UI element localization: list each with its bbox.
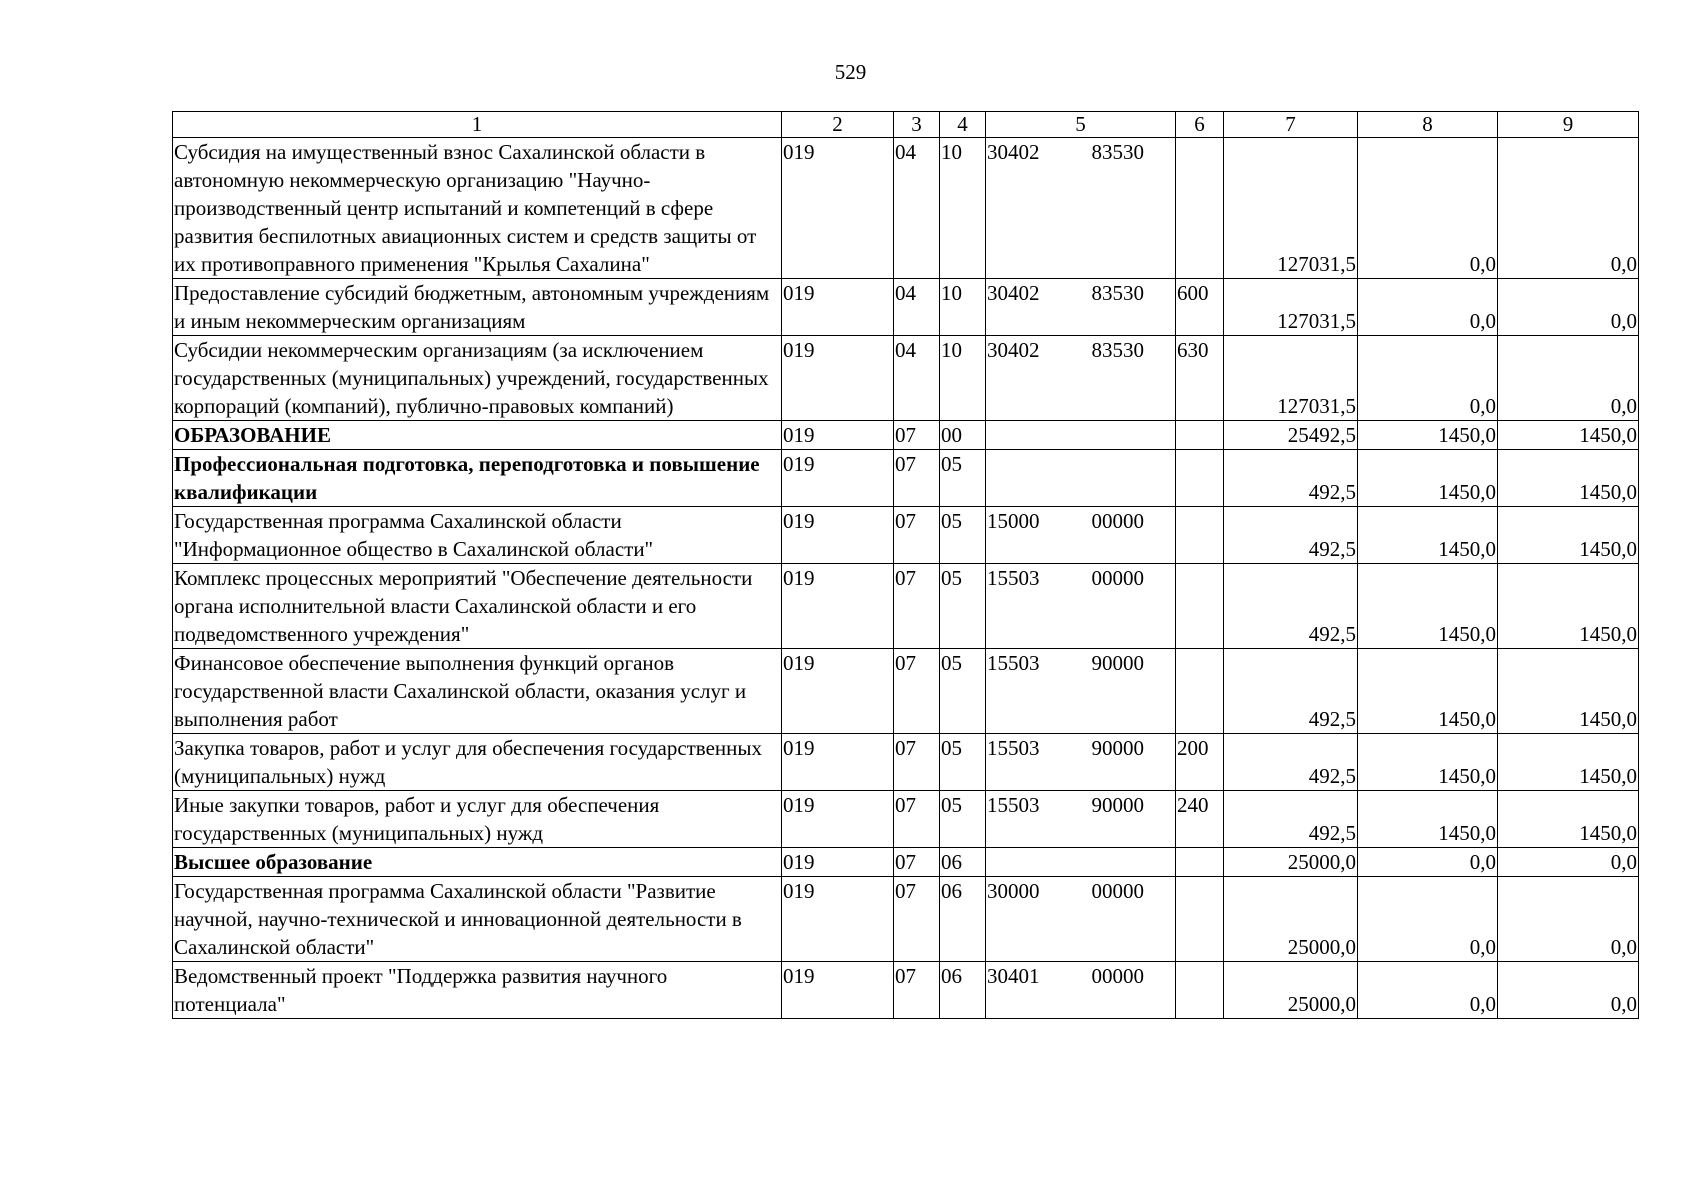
amount-col-8: 1450,0 bbox=[1358, 421, 1498, 450]
target-article-part-2: 00000 bbox=[1091, 566, 1144, 590]
header-col-3: 3 bbox=[894, 112, 940, 138]
admin-code: 019 bbox=[782, 848, 894, 877]
expense-type-code: 600 bbox=[1176, 279, 1224, 336]
target-article-part-1: 30000 bbox=[987, 879, 1040, 903]
subsection-code: 05 bbox=[940, 791, 986, 848]
header-col-4: 4 bbox=[940, 112, 986, 138]
amount-col-7: 25000,0 bbox=[1224, 848, 1358, 877]
amount-col-8: 0,0 bbox=[1358, 848, 1498, 877]
target-article-part-2: 83530 bbox=[1091, 140, 1144, 164]
subsection-code: 06 bbox=[940, 962, 986, 1019]
table-row bbox=[173, 138, 1639, 279]
subsection-code: 05 bbox=[940, 450, 986, 507]
amount-col-8: 0,0 bbox=[1358, 138, 1498, 279]
target-article-cell bbox=[986, 962, 1176, 1019]
target-article-part-1: 15503 bbox=[987, 566, 1040, 590]
expense-type-code bbox=[1176, 564, 1224, 649]
expense-type-code: 200 bbox=[1176, 734, 1224, 791]
row-name: Закупка товаров, работ и услуг для обеспечения государственных (муниципальных) нужд bbox=[173, 734, 782, 791]
row-name: Государственная программа Сахалинской области "Информационное общество в Сахалинской области" bbox=[173, 507, 782, 564]
expense-type-code bbox=[1176, 962, 1224, 1019]
amount-col-9: 1450,0 bbox=[1498, 507, 1639, 564]
table-row bbox=[173, 962, 1639, 1019]
admin-code: 019 bbox=[782, 450, 894, 507]
amount-col-7: 25000,0 bbox=[1224, 877, 1358, 962]
subsection-code: 05 bbox=[940, 507, 986, 564]
admin-code: 019 bbox=[782, 649, 894, 734]
table-row bbox=[173, 336, 1639, 421]
table-row bbox=[173, 649, 1639, 734]
amount-col-9: 0,0 bbox=[1498, 279, 1639, 336]
table-body bbox=[173, 112, 1639, 1019]
target-article-code bbox=[987, 507, 1174, 535]
target-article-cell bbox=[986, 791, 1176, 848]
target-article-code bbox=[987, 877, 1174, 905]
target-article-cell bbox=[986, 649, 1176, 734]
row-name: Высшее образование bbox=[173, 848, 782, 877]
admin-code: 019 bbox=[782, 791, 894, 848]
amount-col-7: 492,5 bbox=[1224, 564, 1358, 649]
table-row bbox=[173, 848, 1639, 877]
admin-code: 019 bbox=[782, 734, 894, 791]
row-name: ОБРАЗОВАНИЕ bbox=[173, 421, 782, 450]
header-row bbox=[173, 112, 1639, 138]
target-article-code bbox=[987, 564, 1174, 592]
table-row bbox=[173, 791, 1639, 848]
target-article-part-2: 83530 bbox=[1091, 338, 1144, 362]
amount-col-9: 0,0 bbox=[1498, 877, 1639, 962]
row-name: Государственная программа Сахалинской области "Развитие научной, научно-технической и инновационной деятельности в Сахалинской области" bbox=[173, 877, 782, 962]
amount-col-7: 492,5 bbox=[1224, 649, 1358, 734]
target-article-part-2: 90000 bbox=[1091, 736, 1144, 760]
subsection-code: 05 bbox=[940, 564, 986, 649]
subsection-code: 00 bbox=[940, 421, 986, 450]
target-article-cell bbox=[986, 138, 1176, 279]
amount-col-7: 127031,5 bbox=[1224, 279, 1358, 336]
amount-col-9: 1450,0 bbox=[1498, 421, 1639, 450]
row-name: Субсидии некоммерческим организациям (за исключением государственных (муниципальных) учреждений, государственных корпораций (компаний), публично-правовых компаний) bbox=[173, 336, 782, 421]
section-code: 07 bbox=[894, 649, 940, 734]
target-article-part-1: 15503 bbox=[987, 793, 1040, 817]
section-code: 07 bbox=[894, 564, 940, 649]
target-article-cell bbox=[986, 564, 1176, 649]
budget-table bbox=[172, 111, 1639, 1019]
target-article-part-1: 30401 bbox=[987, 964, 1040, 988]
admin-code: 019 bbox=[782, 279, 894, 336]
admin-code: 019 bbox=[782, 564, 894, 649]
amount-col-7: 492,5 bbox=[1224, 450, 1358, 507]
row-name: Профессиональная подготовка, переподготовка и повышение квалификации bbox=[173, 450, 782, 507]
section-code: 07 bbox=[894, 791, 940, 848]
section-code: 07 bbox=[894, 734, 940, 791]
header-col-5: 5 bbox=[986, 112, 1176, 138]
target-article-cell bbox=[986, 877, 1176, 962]
table-row bbox=[173, 450, 1639, 507]
target-article-cell bbox=[986, 507, 1176, 564]
row-name: Субсидия на имущественный взнос Сахалинской области в автономную некоммерческую организацию "Научно-производственный центр испытаний и компетенций в сфере развития беспилотных авиационных систем и средств защиты от их противоправного применения "Крылья Сахалина" bbox=[173, 138, 782, 279]
amount-col-7: 25492,5 bbox=[1224, 421, 1358, 450]
target-article-code bbox=[987, 791, 1174, 819]
target-article-part-1: 30402 bbox=[987, 338, 1040, 362]
amount-col-9: 1450,0 bbox=[1498, 791, 1639, 848]
amount-col-8: 0,0 bbox=[1358, 877, 1498, 962]
expense-type-code bbox=[1176, 877, 1224, 962]
expense-type-code: 630 bbox=[1176, 336, 1224, 421]
subsection-code: 05 bbox=[940, 734, 986, 791]
table-row bbox=[173, 279, 1639, 336]
target-article-code bbox=[987, 734, 1174, 762]
target-article-part-2: 83530 bbox=[1091, 281, 1144, 305]
row-name: Финансовое обеспечение выполнения функций органов государственной власти Сахалинской области, оказания услуг и выполнения работ bbox=[173, 649, 782, 734]
amount-col-7: 492,5 bbox=[1224, 734, 1358, 791]
amount-col-7: 492,5 bbox=[1224, 791, 1358, 848]
row-name: Комплекс процессных мероприятий "Обеспечение деятельности органа исполнительной власти Сахалинской области и его подведомственного учреждения" bbox=[173, 564, 782, 649]
amount-col-7: 25000,0 bbox=[1224, 962, 1358, 1019]
subsection-code: 06 bbox=[940, 877, 986, 962]
header-col-1: 1 bbox=[173, 112, 782, 138]
section-code: 07 bbox=[894, 421, 940, 450]
amount-col-8: 1450,0 bbox=[1358, 564, 1498, 649]
header-col-6: 6 bbox=[1176, 112, 1224, 138]
target-article-part-2: 00000 bbox=[1091, 509, 1144, 533]
header-col-2: 2 bbox=[782, 112, 894, 138]
table-row bbox=[173, 734, 1639, 791]
expense-type-code bbox=[1176, 138, 1224, 279]
amount-col-9: 1450,0 bbox=[1498, 564, 1639, 649]
target-article-cell bbox=[986, 848, 1176, 877]
amount-col-8: 1450,0 bbox=[1358, 791, 1498, 848]
admin-code: 019 bbox=[782, 877, 894, 962]
target-article-cell bbox=[986, 450, 1176, 507]
section-code: 07 bbox=[894, 848, 940, 877]
target-article-code bbox=[987, 962, 1174, 990]
table-row bbox=[173, 421, 1639, 450]
table-row bbox=[173, 877, 1639, 962]
target-article-part-1: 30402 bbox=[987, 281, 1040, 305]
row-name: Ведомственный проект "Поддержка развития научного потенциала" bbox=[173, 962, 782, 1019]
amount-col-9: 1450,0 bbox=[1498, 450, 1639, 507]
amount-col-9: 1450,0 bbox=[1498, 649, 1639, 734]
row-name: Предоставление субсидий бюджетным, автономным учреждениям и иным некоммерческим организациям bbox=[173, 279, 782, 336]
expense-type-code bbox=[1176, 507, 1224, 564]
target-article-part-1: 15503 bbox=[987, 651, 1040, 675]
target-article-code bbox=[987, 336, 1174, 364]
amount-col-8: 1450,0 bbox=[1358, 450, 1498, 507]
header-col-9: 9 bbox=[1498, 112, 1639, 138]
amount-col-8: 0,0 bbox=[1358, 962, 1498, 1019]
target-article-code bbox=[987, 138, 1174, 166]
target-article-cell bbox=[986, 279, 1176, 336]
header-col-8: 8 bbox=[1358, 112, 1498, 138]
target-article-part-2: 00000 bbox=[1091, 964, 1144, 988]
target-article-part-1: 15503 bbox=[987, 736, 1040, 760]
amount-col-9: 0,0 bbox=[1498, 962, 1639, 1019]
target-article-cell bbox=[986, 734, 1176, 791]
section-code: 04 bbox=[894, 336, 940, 421]
expense-type-code bbox=[1176, 450, 1224, 507]
admin-code: 019 bbox=[782, 507, 894, 564]
page-number: 529 bbox=[834, 60, 867, 84]
section-code: 04 bbox=[894, 279, 940, 336]
section-code: 07 bbox=[894, 877, 940, 962]
amount-col-7: 492,5 bbox=[1224, 507, 1358, 564]
admin-code: 019 bbox=[782, 336, 894, 421]
expense-type-code bbox=[1176, 649, 1224, 734]
section-code: 04 bbox=[894, 138, 940, 279]
amount-col-9: 0,0 bbox=[1498, 848, 1639, 877]
target-article-part-2: 90000 bbox=[1091, 793, 1144, 817]
header-col-7: 7 bbox=[1224, 112, 1358, 138]
amount-col-8: 0,0 bbox=[1358, 336, 1498, 421]
amount-col-8: 0,0 bbox=[1358, 279, 1498, 336]
subsection-code: 10 bbox=[940, 279, 986, 336]
subsection-code: 10 bbox=[940, 336, 986, 421]
subsection-code: 10 bbox=[940, 138, 986, 279]
table-row bbox=[173, 564, 1639, 649]
admin-code: 019 bbox=[782, 421, 894, 450]
section-code: 07 bbox=[894, 962, 940, 1019]
target-article-part-2: 90000 bbox=[1091, 651, 1144, 675]
subsection-code: 06 bbox=[940, 848, 986, 877]
expense-type-code: 240 bbox=[1176, 791, 1224, 848]
amount-col-8: 1450,0 bbox=[1358, 734, 1498, 791]
expense-type-code bbox=[1176, 848, 1224, 877]
table-row bbox=[173, 507, 1639, 564]
target-article-part-1: 30402 bbox=[987, 140, 1040, 164]
target-article-part-1: 15000 bbox=[987, 509, 1040, 533]
amount-col-8: 1450,0 bbox=[1358, 649, 1498, 734]
amount-col-9: 0,0 bbox=[1498, 138, 1639, 279]
target-article-cell bbox=[986, 336, 1176, 421]
admin-code: 019 bbox=[782, 138, 894, 279]
amount-col-9: 0,0 bbox=[1498, 336, 1639, 421]
admin-code: 019 bbox=[782, 962, 894, 1019]
target-article-part-2: 00000 bbox=[1091, 879, 1144, 903]
expense-type-code bbox=[1176, 421, 1224, 450]
target-article-code bbox=[987, 649, 1174, 677]
amount-col-7: 127031,5 bbox=[1224, 336, 1358, 421]
row-name: Иные закупки товаров, работ и услуг для обеспечения государственных (муниципальных) нужд bbox=[173, 791, 782, 848]
target-article-cell bbox=[986, 421, 1176, 450]
section-code: 07 bbox=[894, 507, 940, 564]
target-article-code bbox=[987, 279, 1174, 307]
amount-col-9: 1450,0 bbox=[1498, 734, 1639, 791]
section-code: 07 bbox=[894, 450, 940, 507]
amount-col-8: 1450,0 bbox=[1358, 507, 1498, 564]
subsection-code: 05 bbox=[940, 649, 986, 734]
amount-col-7: 127031,5 bbox=[1224, 138, 1358, 279]
